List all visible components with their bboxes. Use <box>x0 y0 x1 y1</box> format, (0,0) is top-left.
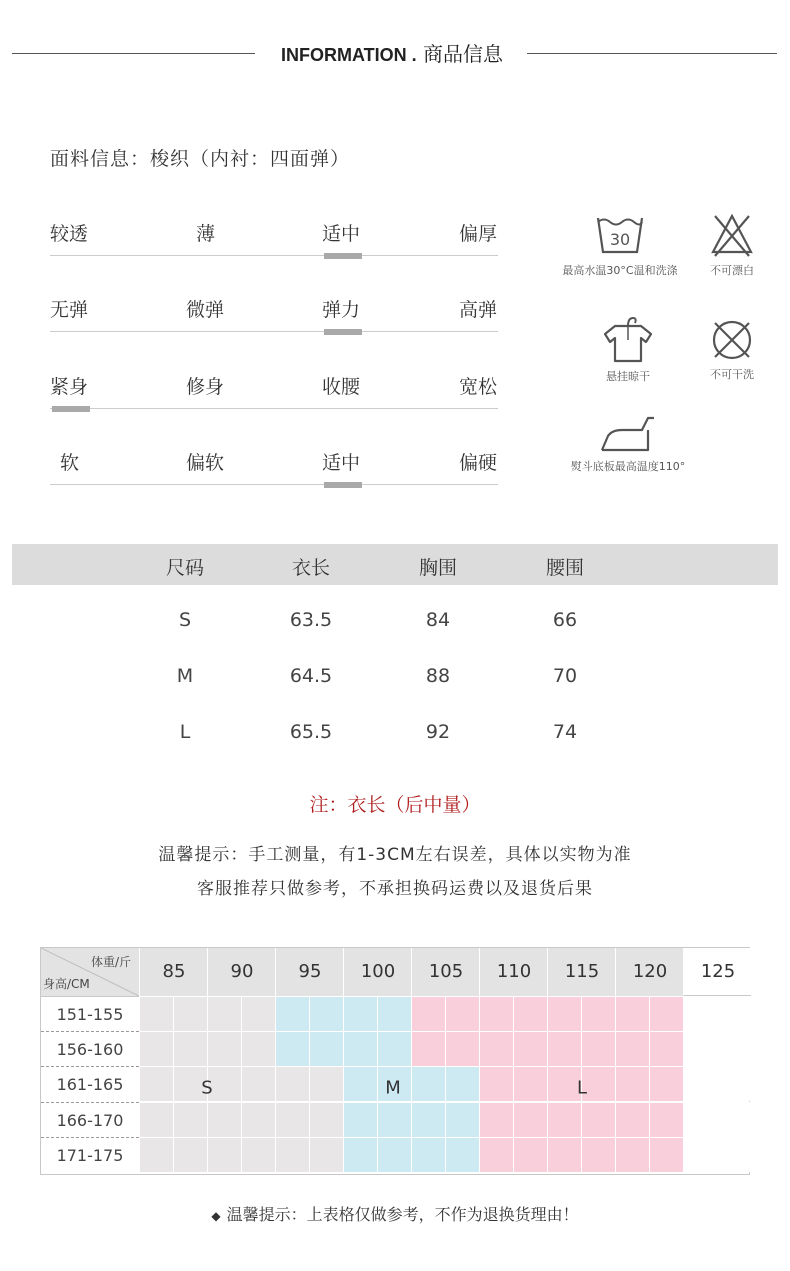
grid-cell <box>343 1031 377 1066</box>
grid-cell <box>581 1137 615 1172</box>
grid-cell <box>615 996 649 1031</box>
grid-cell <box>513 1031 547 1066</box>
height-row-label: 166-170 <box>41 1102 139 1137</box>
scale-option: 适中 <box>322 452 361 474</box>
size-cell: 65.5 <box>289 721 333 743</box>
grid-cell <box>411 1137 445 1172</box>
grid-cell <box>309 1066 343 1101</box>
fabric-info: 面料信息：梭织（内衬：四面弹） <box>50 148 351 170</box>
grid-cell <box>479 1031 513 1066</box>
scale-option: 适中 <box>322 223 361 245</box>
footer-text: 温馨提示：上表格仅做参考，不作为退换货理由！ <box>226 1205 579 1224</box>
grid-cell <box>683 1137 751 1172</box>
care-wash <box>555 212 685 278</box>
grid-cell <box>139 996 173 1031</box>
scale-option: 紧身 <box>50 376 89 398</box>
grid-cell <box>649 1066 683 1101</box>
measure-note: 注：衣长（后中量） <box>309 794 481 816</box>
scale-fit <box>50 372 500 422</box>
height-row-label: 151-155 <box>41 996 139 1031</box>
grid-cell <box>547 1031 581 1066</box>
grid-cell <box>309 1137 343 1172</box>
grid-cell <box>275 1031 309 1066</box>
scale-line <box>50 331 498 332</box>
size-cell: 88 <box>425 665 451 687</box>
care-hang-dry <box>590 314 666 384</box>
scale-selected-marker <box>324 482 362 488</box>
care-hang-dry-label: 悬挂晾干 <box>606 370 650 383</box>
weight-value: 110 <box>496 961 532 982</box>
grid-cell <box>207 1137 241 1172</box>
scale-thickness <box>50 219 500 269</box>
size-recommendation-grid <box>40 947 750 1175</box>
weight-value: 90 <box>230 961 254 982</box>
care-iron <box>560 414 696 474</box>
size-header-cell: 胸围 <box>418 557 458 579</box>
grid-cell <box>649 1137 683 1172</box>
grid-cell <box>411 1066 445 1101</box>
weight-header-cell <box>343 948 411 996</box>
grid-cell <box>683 1031 751 1066</box>
grid-cell <box>445 1137 479 1172</box>
bullet-icon: ◆ <box>211 1209 221 1223</box>
scale-option: 软 <box>60 452 80 474</box>
scale-option: 收腰 <box>322 376 361 398</box>
grid-cell <box>615 1137 649 1172</box>
grid-cell <box>581 1031 615 1066</box>
grid-cell <box>649 1102 683 1137</box>
grid-cell <box>581 996 615 1031</box>
scale-selected-marker <box>324 329 362 335</box>
size-header-cell: 腰围 <box>545 557 585 579</box>
grid-cell <box>241 1031 275 1066</box>
grid-cell <box>377 1102 411 1137</box>
scale-selected-marker <box>52 406 90 412</box>
grid-cell <box>377 996 411 1031</box>
grid-cell <box>309 1031 343 1066</box>
grid-cell <box>615 1102 649 1137</box>
weight-value: 105 <box>428 961 464 982</box>
grid-cell <box>309 1102 343 1137</box>
grid-cell <box>173 1031 207 1066</box>
grid-cell <box>241 1137 275 1172</box>
grid-cell <box>309 996 343 1031</box>
size-cell: 63.5 <box>289 609 333 631</box>
care-no-bleach-label: 不可漂白 <box>710 264 754 277</box>
grid-cell <box>207 996 241 1031</box>
grid-cell <box>683 996 751 1031</box>
weight-header-cell <box>207 948 275 996</box>
grid-cell <box>275 1102 309 1137</box>
grid-cell <box>479 1137 513 1172</box>
grid-cell <box>513 996 547 1031</box>
grid-cell <box>377 1031 411 1066</box>
grid-cell <box>547 1102 581 1137</box>
grid-cell <box>411 996 445 1031</box>
grid-cell <box>615 1066 649 1101</box>
title-cn: 商品信息 <box>423 42 503 66</box>
weight-value: 115 <box>564 961 600 982</box>
page-title <box>262 38 522 67</box>
grid-cell <box>343 1137 377 1172</box>
grid-cell <box>411 1031 445 1066</box>
grid-cell <box>649 1031 683 1066</box>
grid-cell <box>139 1031 173 1066</box>
weight-header-cell <box>547 948 615 996</box>
weight-value: 120 <box>632 961 668 982</box>
grid-cell <box>547 1137 581 1172</box>
grid-cell <box>207 1102 241 1137</box>
scale-option: 宽松 <box>459 376 498 398</box>
size-header-cell: 衣长 <box>291 557 331 579</box>
grid-cell <box>547 996 581 1031</box>
grid-cell <box>275 1137 309 1172</box>
scale-option: 无弹 <box>50 299 89 321</box>
scale-option: 偏硬 <box>459 452 498 474</box>
scale-option: 微弹 <box>186 299 225 321</box>
scale-option: 较透 <box>50 223 89 245</box>
weight-header-cell <box>615 948 683 996</box>
grid-cell <box>649 996 683 1031</box>
grid-cell <box>445 996 479 1031</box>
weight-value: 95 <box>298 961 322 982</box>
size-cell: 64.5 <box>289 665 333 687</box>
grid-size-label: S <box>201 1077 213 1099</box>
grid-cell <box>513 1137 547 1172</box>
grid-cell <box>139 1066 173 1101</box>
care-iron-label: 熨斗底板最高温度110° <box>570 460 686 473</box>
grid-cell <box>615 1031 649 1066</box>
grid-cell <box>479 1066 513 1101</box>
grid-cell <box>445 1066 479 1101</box>
weight-value: 125 <box>700 961 736 982</box>
grid-cell <box>581 1102 615 1137</box>
weight-header-cell <box>411 948 479 996</box>
scale-option: 偏软 <box>186 452 225 474</box>
weight-value: 85 <box>162 961 186 982</box>
grid-cell <box>479 996 513 1031</box>
grid-cell <box>207 1031 241 1066</box>
grid-cell <box>445 1102 479 1137</box>
grid-cell <box>173 1137 207 1172</box>
scale-softness <box>50 448 500 498</box>
grid-cell <box>683 1066 751 1101</box>
size-cell: 74 <box>552 721 578 743</box>
grid-cell <box>377 1137 411 1172</box>
grid-cell <box>173 1102 207 1137</box>
care-no-dry-clean <box>700 318 764 382</box>
title-en: INFORMATION . <box>280 45 417 65</box>
size-cell: 84 <box>425 609 451 631</box>
svg-text:30: 30 <box>609 230 631 249</box>
size-cell: L <box>179 721 191 743</box>
hang-dry-icon <box>601 314 655 364</box>
header-divider-left <box>12 53 255 54</box>
size-cell: 70 <box>552 665 578 687</box>
scale-line <box>50 408 498 409</box>
size-cell: S <box>178 609 192 631</box>
scale-option: 薄 <box>196 223 216 245</box>
size-cell: M <box>176 665 194 687</box>
size-header-cell: 尺码 <box>165 557 205 579</box>
weight-header-cell <box>139 948 207 996</box>
grid-size-label: M <box>385 1077 401 1099</box>
scale-option: 弹力 <box>322 299 361 321</box>
size-cell: 66 <box>552 609 578 631</box>
grid-corner <box>41 948 139 996</box>
grid-cell <box>547 1066 581 1101</box>
grid-cell <box>241 1102 275 1137</box>
grid-cell <box>343 1102 377 1137</box>
grid-cell <box>241 1066 275 1101</box>
height-row-label: 161-165 <box>41 1066 139 1101</box>
iron-icon <box>598 414 658 454</box>
grid-cell <box>275 996 309 1031</box>
grid-size-label: L <box>576 1077 588 1099</box>
weight-value: 100 <box>360 961 396 982</box>
corner-weight-label: 体重/斤 <box>90 955 131 969</box>
scale-option: 偏厚 <box>459 223 498 245</box>
care-wash-label: 最高水温30°C温和洗涤 <box>562 264 678 277</box>
grid-cell <box>683 1102 751 1137</box>
no-bleach-icon <box>709 212 755 258</box>
scale-option: 高弹 <box>459 299 498 321</box>
height-row-label: 171-175 <box>41 1137 139 1172</box>
grid-cell <box>445 1031 479 1066</box>
weight-header-cell <box>479 948 547 996</box>
no-dry-clean-icon <box>710 318 754 362</box>
care-no-bleach <box>700 212 764 278</box>
grid-cell <box>513 1066 547 1101</box>
wash-30-icon <box>595 212 645 258</box>
scale-line <box>50 484 498 485</box>
tip-line: 温馨提示：手工测量，有1-3CM左右误差，具体以实物为准 <box>158 845 632 865</box>
tip-line: 客服推荐只做参考，不承担换码运费以及退货后果 <box>197 879 593 899</box>
scale-elasticity <box>50 295 500 345</box>
grid-cell <box>479 1102 513 1137</box>
care-no-dry-clean-label: 不可干洗 <box>710 368 754 381</box>
corner-height-label: 身高/CM <box>43 977 90 991</box>
grid-cell <box>343 996 377 1031</box>
size-table-header <box>12 544 778 585</box>
grid-cell <box>275 1066 309 1101</box>
size-cell: 92 <box>425 721 451 743</box>
grid-cell <box>411 1102 445 1137</box>
height-row-label: 156-160 <box>41 1031 139 1066</box>
weight-header-cell <box>275 948 343 996</box>
footer-tip <box>0 1202 790 1225</box>
weight-header-cell <box>683 948 751 996</box>
grid-cell <box>343 1066 377 1101</box>
scale-line <box>50 255 498 256</box>
scale-option: 修身 <box>186 376 225 398</box>
scale-selected-marker <box>324 253 362 259</box>
grid-cell <box>139 1137 173 1172</box>
grid-cell <box>241 996 275 1031</box>
header-divider-right <box>527 53 777 54</box>
grid-cell <box>513 1102 547 1137</box>
grid-cell <box>139 1102 173 1137</box>
grid-cell <box>173 996 207 1031</box>
